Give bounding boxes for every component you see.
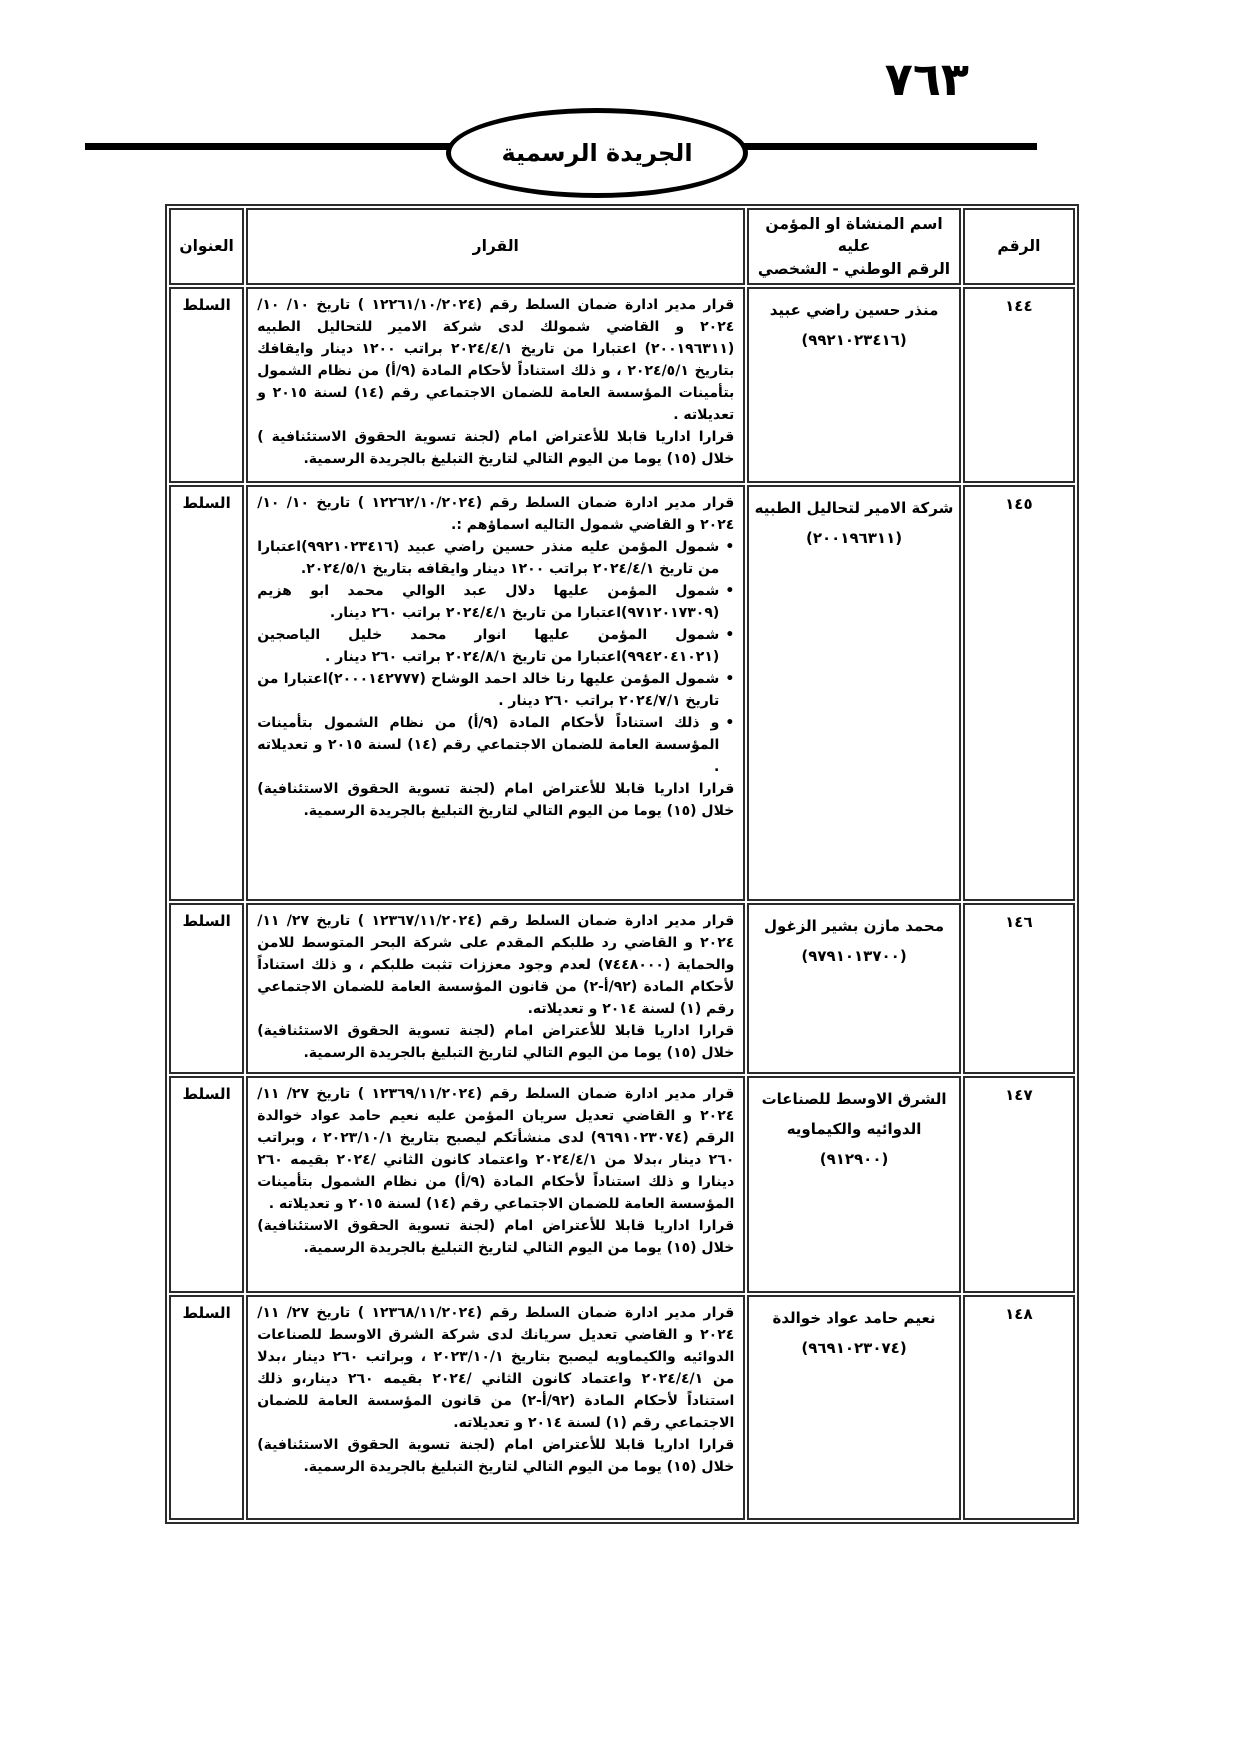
insured-name: نعيم حامد عواد خوالدة	[772, 1309, 936, 1328]
decision-paragraph: قرارا اداريا قابلا للأعتراض امام (لجنة تسوية الحقوق الاستئنافية) خلال (١٥) يوما من اليوم التالي لتاريخ التبليغ بالجريدة الرسمية.	[257, 1437, 735, 1476]
decision-bullet: •شمول المؤمن عليها رنا خالد احمد الوشاح (٢٠٠٠١٤٢٧٧٧)اعتبارا من تاريخ ٢٠٢٤/٧/١ براتب ٢٦٠ دينار .	[257, 668, 734, 712]
decision-paragraph: قرار مدير ادارة ضمان السلط رقم (١٢٢٦١/١٠/٢٠٢٤ ) تاريخ ١٠/ ١٠/ ٢٠٢٤ و القاضي شمولك لدى شركة الامير للتحاليل الطبيه (٢٠٠١٩٦٣١١) اعتبارا من تاريخ ٢٠٢٤/٤/١ براتب ١٢٠٠ دينار وايقافك بتاريخ ٢٠٢٤/٥/١ ، و ذلك استناداً لأحكام المادة (٩/أ) من نظام الشمول بتأمينات المؤسسة العامة للضمان الاجتماعي رقم (١٤) لسنة ٢٠١٥ و تعديلاته .	[257, 297, 735, 424]
decision-paragraph: قرار مدير ادارة ضمان السلط رقم (١٢٢٦٢/١٠/٢٠٢٤ ) تاريخ ١٠/ ١٠/ ٢٠٢٤ و القاضي شمول التاليه اسماؤهم :.	[257, 495, 735, 534]
decision-paragraph: قرارا اداريا قابلا للأعتراض امام (لجنة تسوية الحقوق الاستئنافية) خلال (١٥) يوما من اليوم التالي لتاريخ التبليغ بالجريدة الرسمية.	[257, 781, 735, 820]
table-row	[169, 287, 1075, 483]
column-header-address: العنوان	[169, 208, 244, 285]
insured-name: الشرق الاوسط للصناعات الدوائيه والكيماويه	[761, 1090, 947, 1139]
bullet-icon: •	[725, 627, 735, 644]
cell-decision-text	[246, 485, 745, 901]
cell-address: السلط	[169, 485, 244, 901]
cell-address: السلط	[169, 287, 244, 483]
official-gazette-badge	[446, 108, 748, 198]
insured-name: محمد مازن بشير الزغول	[764, 917, 945, 936]
cell-address: السلط	[169, 1295, 244, 1520]
page-number: ٧٦٣	[884, 52, 969, 106]
cell-address: السلط	[169, 903, 244, 1074]
column-header-name-line1: اسم المنشاة او المؤمن عليه	[765, 215, 943, 256]
cell-decision-text	[246, 903, 745, 1074]
table-row	[169, 1076, 1075, 1293]
column-header-name	[747, 208, 960, 285]
table-row	[169, 1295, 1075, 1520]
cell-decision-number: ١٤٤	[963, 287, 1075, 483]
bullet-icon: •	[725, 715, 735, 732]
national-id: (٩٦٩١٠٢٣٠٧٤)	[801, 1339, 907, 1358]
cell-decision-number: ١٤٧	[963, 1076, 1075, 1293]
decision-paragraph: قرارا اداريا قابلا للأعتراض امام (لجنة تسوية الحقوق الاستئنافية ) خلال (١٥) يوما من اليوم التالي لتاريخ التبليغ بالجريدة الرسمية.	[257, 429, 735, 468]
cell-decision-number: ١٤٦	[963, 903, 1075, 1074]
bullet-icon: •	[725, 583, 735, 600]
cell-decision-text	[246, 287, 745, 483]
decision-bullet: •و ذلك استناداً لأحكام المادة (٩/أ) من نظام الشمول بتأمينات المؤسسة العامة للضمان الاجتماعي رقم (١٤) لسنة ٢٠١٥ و تعديلاته .	[257, 712, 734, 778]
bullet-icon: •	[725, 539, 735, 556]
insured-name: منذر حسين راضي عبيد	[769, 301, 939, 320]
table-row	[169, 903, 1075, 1074]
cell-insured-name	[747, 287, 960, 483]
decision-paragraph: قرارا اداريا قابلا للأعتراض امام (لجنة تسوية الحقوق الاستئنافية) خلال (١٥) يوما من اليوم التالي لتاريخ التبليغ بالجريدة الرسمية.	[257, 1218, 735, 1257]
bullet-icon: •	[725, 671, 735, 688]
decision-paragraph: قرار مدير ادارة ضمان السلط رقم (١٢٣٦٩/١١/٢٠٢٤ ) تاريخ ٢٧/ ١١/ ٢٠٢٤ و القاضي تعديل سريان المؤمن عليه نعيم حامد عواد خوالدة الرقم (٩٦٩١٠٢٣٠٧٤) لدى منشأتكم ليصبح بتاريخ ٢٠٢٣/١٠/١ ، وبراتب ٢٦٠ دينار ،بدلا من ٢٠٢٤/٤/١ واعتماد كانون الثاني /٢٠٢٤ بقيمه ٢٦٠ دينارا و ذلك استناداً لأحكام المادة (٩/أ) من نظام الشمول بتأمينات المؤسسة العامة للضمان الاجتماعي رقم (١٤) لسنة ٢٠١٥ و تعديلاته .	[257, 1086, 735, 1213]
column-header-name-line2: الرقم الوطني - الشخصي	[757, 259, 951, 278]
decision-paragraph: قرار مدير ادارة ضمان السلط رقم (١٢٣٦٨/١١/٢٠٢٤ ) تاريخ ٢٧/ ١١/ ٢٠٢٤ و القاضي تعديل سريانك لدى شركة الشرق الاوسط للصناعات الدوائيه والكيماويه ليصبح بتاريخ ٢٠٢٣/١٠/١ ، وبراتب ٢٦٠ دينار ،بدلا من ٢٠٢٤/٤/١ واعتماد كانون الثاني /٢٠٢٤ بقيمه ٢٦٠ دينار،و ذلك استناداً لأحكام المادة (٩٢/أ-٢) من قانون المؤسسة العامة للضمان الاجتماعي رقم (١) لسنة ٢٠١٤ و تعديلاته.	[257, 1305, 735, 1432]
cell-insured-name	[747, 1295, 960, 1520]
cell-decision-number: ١٤٥	[963, 485, 1075, 901]
decision-bullet: •شمول المؤمن عليها انوار محمد خليل الياصجين (٩٩٤٢٠٤١٠٢١)اعتبارا من تاريخ ٢٠٢٤/٨/١ براتب ٢٦٠ دينار .	[257, 624, 734, 668]
national-id: (٩١٢٩٠٠)	[819, 1150, 889, 1169]
decisions-table	[165, 204, 1079, 1524]
column-header-number: الرقم	[963, 208, 1075, 285]
column-header-decision: القرار	[246, 208, 745, 285]
cell-decision-text	[246, 1295, 745, 1520]
official-gazette-badge-label: الجريدة الرسمية	[501, 139, 693, 167]
cell-decision-text	[246, 1076, 745, 1293]
cell-insured-name	[747, 485, 960, 901]
cell-address: السلط	[169, 1076, 244, 1293]
cell-insured-name	[747, 1076, 960, 1293]
national-id: (٩٧٩١٠١٣٧٠٠)	[801, 947, 907, 966]
national-id: (٩٩٢١٠٢٣٤١٦)	[801, 331, 907, 350]
table-row	[169, 485, 1075, 901]
insured-name: شركة الامير لتحاليل الطبيه	[754, 499, 954, 518]
cell-insured-name	[747, 903, 960, 1074]
cell-decision-number: ١٤٨	[963, 1295, 1075, 1520]
national-id: (٢٠٠١٩٦٣١١)	[805, 529, 903, 548]
decision-paragraph: قرارا اداريا قابلا للأعتراض امام (لجنة تسوية الحقوق الاستئنافية) خلال (١٥) يوما من اليوم التالي لتاريخ التبليغ بالجريدة الرسمية.	[257, 1023, 735, 1062]
decision-bullet: •شمول المؤمن عليه منذر حسين راضي عبيد (٩٩٢١٠٢٣٤١٦)اعتبارا من تاريخ ٢٠٢٤/٤/١ براتب ١٢٠٠ دينار وايقافه بتاريخ ٢٠٢٤/٥/١.	[257, 536, 734, 580]
decision-paragraph: قرار مدير ادارة ضمان السلط رقم (١٢٣٦٧/١١/٢٠٢٤ ) تاريخ ٢٧/ ١١/ ٢٠٢٤ و القاضي رد طلبكم المقدم على شركة البحر المتوسط للامن والحماية (٧٤٤٨٠٠٠) لعدم وجود معززات تثبت طلبكم ، و ذلك استناداً لأحكام المادة (٩٢/أ-٢) من قانون المؤسسة العامة للضمان الاجتماعي رقم (١) لسنة ٢٠١٤ و تعديلاته.	[257, 913, 735, 1018]
decision-bullet: •شمول المؤمن عليها دلال عبد الوالي محمد ابو هزيم (٩٧١٢٠١٧٣٠٩)اعتبارا من تاريخ ٢٠٢٤/٤/١ براتب ٢٦٠ دينار.	[257, 580, 734, 624]
table-header-row	[169, 208, 1075, 285]
